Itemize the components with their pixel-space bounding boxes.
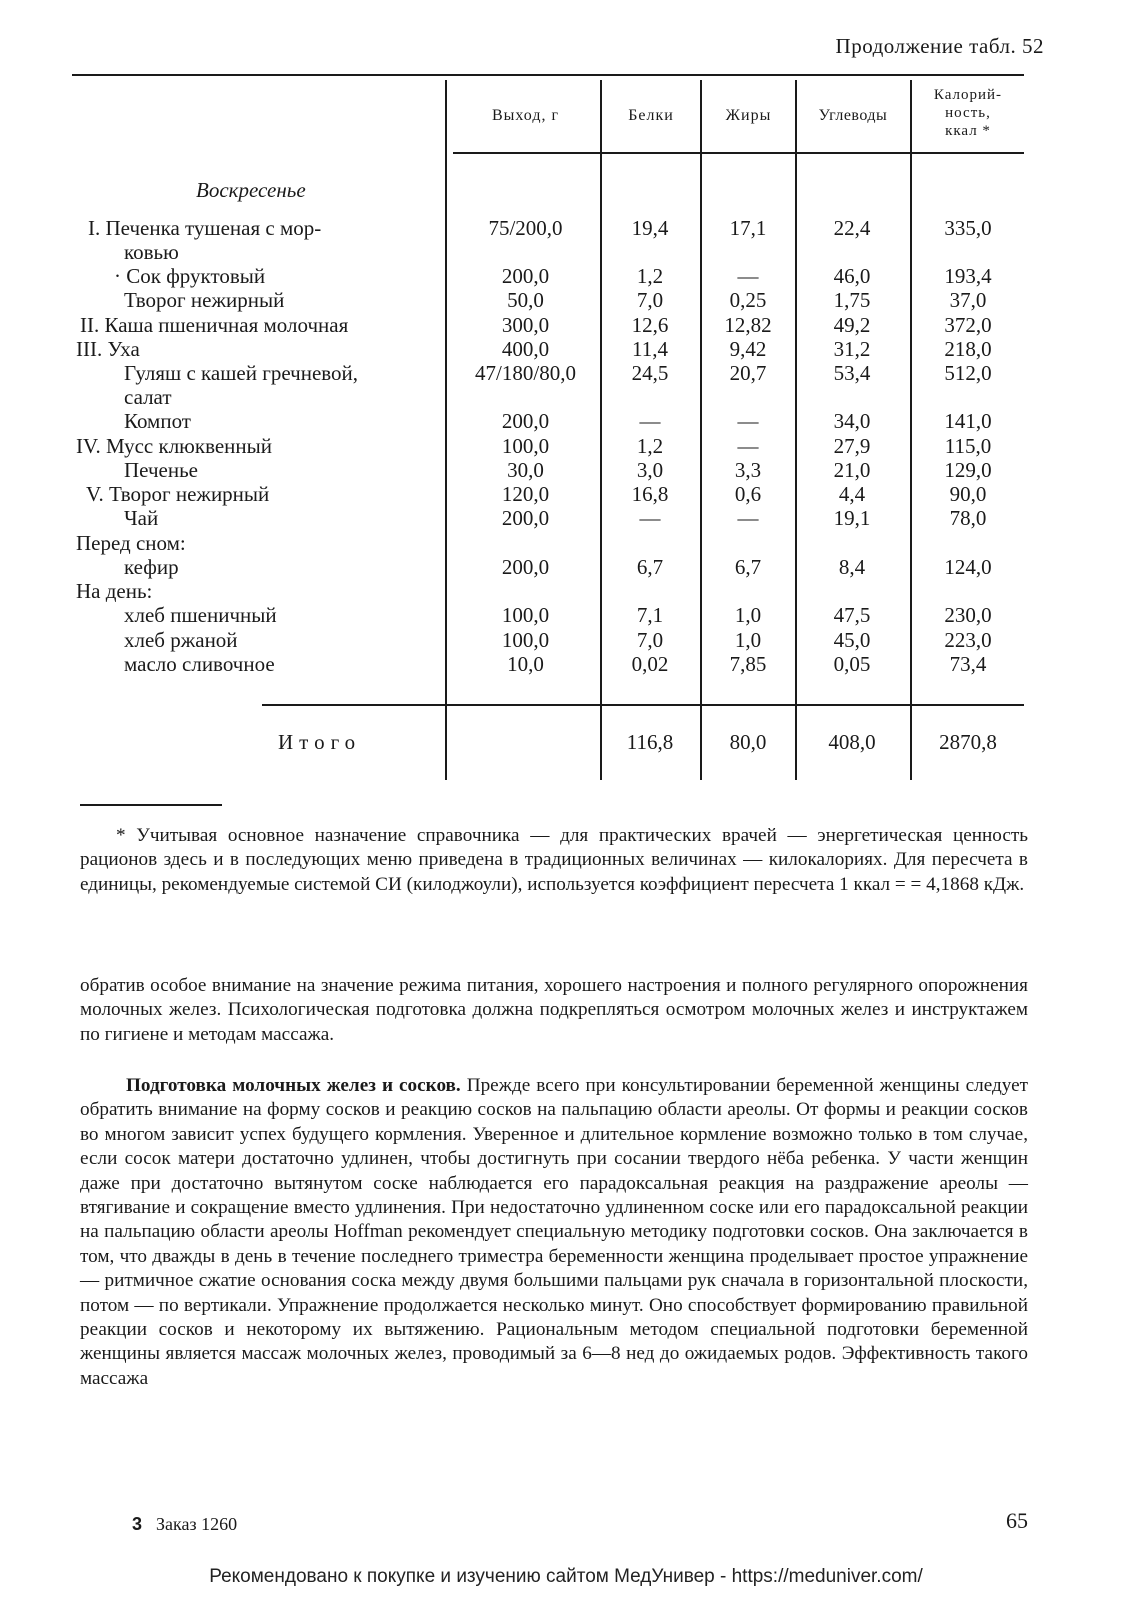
footnote-rule	[80, 804, 222, 806]
cell-calories: 193,4	[944, 264, 992, 288]
cell-protein: 7,0	[636, 628, 664, 652]
cell-calories: 335,0	[944, 216, 992, 240]
header-output: Выход, г	[491, 107, 560, 124]
table-row	[0, 579, 1132, 604]
row-label: V. Творог нежирный	[86, 482, 270, 506]
cell-fat: 0,6	[734, 482, 762, 506]
signature-number: 3	[132, 1514, 143, 1534]
watermark-link[interactable]: Рекомендовано к покупке и изучению сайтом МедУнивер - https://meduniver.com/	[209, 1566, 923, 1587]
cell-output: 120,0	[501, 482, 550, 506]
cell-output: 47/180/80,0	[475, 361, 576, 385]
cell-output: 75/200,0	[488, 216, 563, 240]
cell-fat: —	[737, 264, 759, 288]
table-row	[0, 313, 1132, 338]
cell-calories: 90,0	[949, 482, 987, 506]
cell-carbs: 4,4	[838, 482, 866, 506]
row-label: На день:	[76, 579, 153, 603]
cell-protein: 7,1	[636, 603, 664, 627]
cell-fat: 6,7	[734, 555, 762, 579]
cell-carbs: 34,0	[833, 409, 871, 433]
table-row	[0, 240, 1132, 265]
cell-carbs: 19,1	[833, 506, 871, 530]
cell-fat: 20,7	[729, 361, 767, 385]
cell-protein: 1,2	[636, 434, 664, 458]
table-row	[0, 603, 1132, 628]
row-label: Перед сном:	[76, 531, 186, 555]
cell-fat: 7,85	[729, 652, 767, 676]
cell-fat: 1,0	[734, 628, 762, 652]
cell-protein: 11,4	[632, 337, 668, 361]
cell-carbs: 21,0	[833, 458, 871, 482]
row-label: I. Печенка тушеная с мор-	[88, 216, 322, 240]
cell-output: 200,0	[501, 555, 550, 579]
table-row	[0, 288, 1132, 313]
cell-fat: 1,0	[734, 603, 762, 627]
header-calories: Калорий- ность, ккал *	[933, 87, 1003, 139]
cell-calories: 37,0	[949, 288, 987, 312]
footnote: * Учитывая основное назначение справочника — для практических врачей — энергетическая ценность рационов здесь и в последующих меню приведена в традиционных величинах — килокалориях. Для пересчета в единицы, рекомендуемые системой СИ (килоджоули), используется коэффициент пересчета 1 ккал = = 4,1868 кДж.	[80, 825, 1028, 895]
footer-signature	[132, 1514, 237, 1535]
cell-calories: 218,0	[944, 337, 992, 361]
cell-output: 100,0	[501, 434, 550, 458]
paragraph-2	[80, 1074, 1028, 1391]
cell-protein: 16,8	[631, 482, 669, 506]
cell-calories: 141,0	[944, 409, 992, 433]
cell-carbs: 0,05	[833, 652, 871, 676]
table-row	[0, 409, 1132, 434]
cell-calories: 129,0	[944, 458, 992, 482]
header-bottom-rule	[453, 152, 1024, 154]
cell-calories: 512,0	[944, 361, 992, 385]
row-label: Гуляш с кашей гречневой,	[124, 361, 359, 385]
cell-fat: —	[737, 409, 759, 433]
cell-protein: 24,5	[631, 361, 669, 385]
paragraph-2-heading: Подготовка молочных желез и сосков.	[126, 1075, 461, 1096]
table-row	[0, 506, 1132, 531]
row-label: салат	[124, 385, 172, 409]
cell-fat: 3,3	[734, 458, 762, 482]
row-label: масло сливочное	[124, 652, 275, 676]
cell-calories: 115,0	[944, 434, 992, 458]
cell-carbs: 47,5	[833, 603, 871, 627]
table-row	[0, 652, 1132, 677]
cell-protein: 7,0	[636, 288, 664, 312]
cell-carbs: 53,4	[833, 361, 871, 385]
row-label: IV. Мусс клюквенный	[76, 434, 273, 458]
cell-protein: —	[639, 409, 661, 433]
cell-output: 50,0	[507, 288, 544, 312]
paragraph-2-text: Прежде всего при консультировании беременной женщины следует обратить внимание на форму сосков и реакцию сосков на пальпацию области ареолы. От формы и реакции сосков во многом зависит успех будущего кормления. Уверенное и длительное кормление возможно только в том случае, если сосок матери достаточно удлинен, чтобы достигнуть при сосании твердого нёба ребенка. У части женщин даже при достаточно вытянутом соске наблюдается его парадоксальная реакция на раздражение ареолы — втягивание и сокращение вместо удлинения. При недостаточно удлиненном соске или его парадоксальной реакции на пальпацию области ареолы Hoffman рекомендует специальную методику подготовки сосков. Она заключается в том, что дважды в день в течение последнего триместра беременности женщина проделывает простое упражнение — ритмичное сжатие основания соска между двумя большими пальцами рук сначала в горизонтальной плоскости, потом — по вертикали. Упражнение продолжается несколько минут. Оно способствует формированию правильной реакции сосков и некоторому их вытяжению. Рациональным методом специальной подготовки беременной женщины является массаж молочных желез, проводимый за 6—8 нед до ожидаемых родов. Эффективность такого массажа	[80, 1075, 1028, 1389]
total-protein: 116,8	[626, 730, 674, 754]
cell-fat: 12,82	[724, 313, 772, 337]
row-label: ковью	[124, 240, 179, 264]
cell-calories: 372,0	[944, 313, 992, 337]
total-calories: 2870,8	[939, 730, 997, 754]
day-title: Воскресенье	[196, 178, 306, 202]
cell-carbs: 27,9	[833, 434, 871, 458]
cell-output: 200,0	[501, 506, 550, 530]
table-caption: Продолжение табл. 52	[835, 34, 1044, 58]
paragraph-1: обратив особое внимание на значение режима питания, хорошего настроения и полного регулярного опорожнения молочных желез. Психологическая подготовка должна подкрепляться осмотром молочных желез и инструктажем по гигиене и методам массажа.	[80, 975, 1028, 1045]
table-top-rule	[72, 74, 1024, 76]
cell-protein: 0,02	[631, 652, 669, 676]
cell-protein: 12,6	[631, 313, 669, 337]
cell-protein: 19,4	[631, 216, 669, 240]
cell-carbs: 45,0	[833, 628, 871, 652]
row-label: хлеб ржаной	[124, 628, 238, 652]
row-label: Творог нежирный	[124, 288, 285, 312]
cell-output: 200,0	[501, 264, 550, 288]
cell-output: 10,0	[507, 652, 544, 676]
total-row	[0, 730, 1132, 755]
cell-protein: —	[639, 506, 661, 530]
cell-fat: —	[737, 506, 759, 530]
table-row	[0, 337, 1132, 362]
total-fat: 80,0	[729, 730, 767, 754]
row-label: хлеб пшеничный	[124, 603, 277, 627]
table-row	[0, 531, 1132, 556]
cell-output: 100,0	[501, 603, 550, 627]
table-row	[0, 628, 1132, 653]
cell-calories: 78,0	[949, 506, 987, 530]
cell-fat: —	[737, 434, 759, 458]
header-fat: Жиры	[725, 107, 772, 124]
cell-calories: 73,4	[949, 652, 987, 676]
cell-fat: 9,42	[729, 337, 767, 361]
total-carbs: 408,0	[828, 730, 876, 754]
cell-carbs: 22,4	[833, 216, 871, 240]
cell-protein: 6,7	[636, 555, 664, 579]
cell-carbs: 46,0	[833, 264, 871, 288]
cell-output: 200,0	[501, 409, 550, 433]
cell-protein: 1,2	[636, 264, 664, 288]
cell-protein: 3,0	[636, 458, 664, 482]
table-row	[0, 361, 1132, 386]
row-label: Печенье	[124, 458, 198, 482]
table-row	[0, 482, 1132, 507]
cell-output: 400,0	[501, 337, 550, 361]
cell-output: 100,0	[501, 628, 550, 652]
cell-output: 300,0	[501, 313, 550, 337]
cell-output: 30,0	[507, 458, 544, 482]
cell-fat: 0,25	[729, 288, 767, 312]
cell-calories: 124,0	[944, 555, 992, 579]
order-number: Заказ 1260	[156, 1514, 238, 1534]
table-row	[0, 434, 1132, 459]
table-row	[0, 385, 1132, 410]
row-label: II. Каша пшеничная молочная	[80, 313, 349, 337]
cell-carbs: 49,2	[833, 313, 871, 337]
row-label: · Сок фруктовый	[114, 264, 266, 288]
row-label: Чай	[124, 506, 159, 530]
total-label: Итого	[278, 730, 362, 754]
table-row	[0, 264, 1132, 289]
row-label: III. Уха	[76, 337, 140, 361]
table-row	[0, 216, 1132, 241]
cell-calories: 223,0	[944, 628, 992, 652]
page-number: 65	[1006, 1508, 1028, 1533]
cell-carbs: 31,2	[833, 337, 871, 361]
row-label: кефир	[124, 555, 179, 579]
header-protein: Белки	[628, 107, 674, 124]
header-carbs: Углеводы	[818, 107, 888, 124]
cell-carbs: 8,4	[838, 555, 866, 579]
cell-calories: 230,0	[944, 603, 992, 627]
cell-carbs: 1,75	[833, 288, 871, 312]
table-row	[0, 458, 1132, 483]
row-label: Компот	[124, 409, 191, 433]
cell-fat: 17,1	[729, 216, 767, 240]
table-row	[0, 555, 1132, 580]
